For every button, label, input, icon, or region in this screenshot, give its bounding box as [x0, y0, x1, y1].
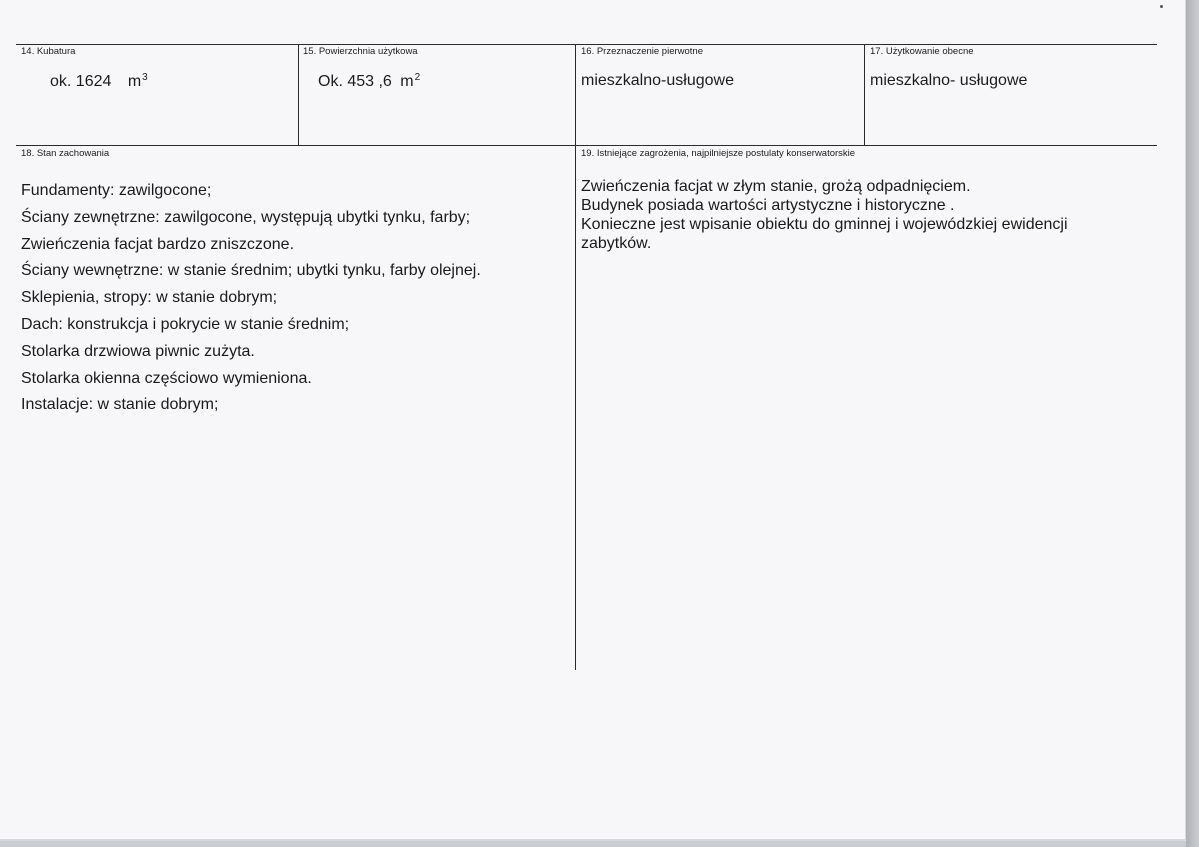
field-14-label: 14. Kubatura: [21, 46, 76, 57]
field-15-value: [318, 72, 420, 91]
field-17-label: 17. Użytkowanie obecne: [870, 46, 974, 57]
field-14-value: [50, 72, 148, 91]
condition-item: Instalacje: w stanie dobrym;: [21, 396, 219, 414]
field-15-label: 15. Powierzchnia użytkowa: [303, 46, 418, 57]
threat-item: Zwieńczenia facjat w złym stanie, grożą odpadnięciem.: [581, 178, 971, 195]
field-16-label: 16. Przeznaczenie pierwotne: [581, 46, 703, 57]
field-15-unit: $m^2$: [400, 72, 421, 90]
condition-item: Zwieńczenia facjat bardzo zniszczone.: [21, 235, 295, 253]
condition-item: Fundamenty: zawilgocone;: [21, 182, 212, 199]
scan-edge: [1186, 0, 1199, 847]
top-rule: [16, 44, 1157, 45]
divider-14-15: [298, 44, 299, 145]
threat-item: Konieczne jest wpisanie obiektu do gminnej i wojewódzkiej ewidencji: [581, 216, 1068, 233]
threat-item: Budynek posiada wartości artystyczne i historyczne .: [581, 197, 955, 214]
speck: [1160, 5, 1163, 8]
divider-16-17: [864, 44, 865, 145]
section-18-list: [21, 178, 481, 419]
section-19-label: 19. Istniejące zagrożenia, najpilniejsze postulaty konserwatorskie: [581, 148, 856, 159]
field-14-number: ok. 1624: [50, 73, 112, 90]
middle-rule: [16, 145, 1157, 146]
field-15-exponent: 2: [414, 72, 421, 83]
field-14-exponent: 3: [142, 72, 148, 83]
condition-item: Ściany wewnętrzne: w stanie średnim; ubytki tynku, farby olejnej.: [21, 262, 481, 280]
field-15-number: Ok. 453 ,6: [318, 73, 392, 90]
field-14-unit: $m^3$: [127, 72, 148, 90]
divider-15-16: [575, 44, 576, 670]
condition-item: Stolarka drzwiowa piwnic zużyta.: [21, 342, 255, 360]
condition-item: Dach: konstrukcja i pokrycie w stanie średnim;: [21, 315, 350, 333]
field-17-value: mieszkalno- usługowe: [870, 72, 1028, 89]
section-18-label: 18. Stan zachowania: [21, 148, 110, 159]
threat-item: zabytków.: [581, 235, 652, 252]
condition-item: Stolarka okienna częściowo wymieniona.: [21, 369, 312, 387]
condition-item: Sklepienia, stropy: w stanie dobrym;: [21, 289, 278, 307]
section-19-list: [581, 177, 1068, 253]
field-16-value: mieszkalno-usługowe: [581, 72, 734, 89]
condition-item: Ściany zewnętrzne: zawilgocone, występują ubytki tynku, farby;: [21, 208, 471, 226]
